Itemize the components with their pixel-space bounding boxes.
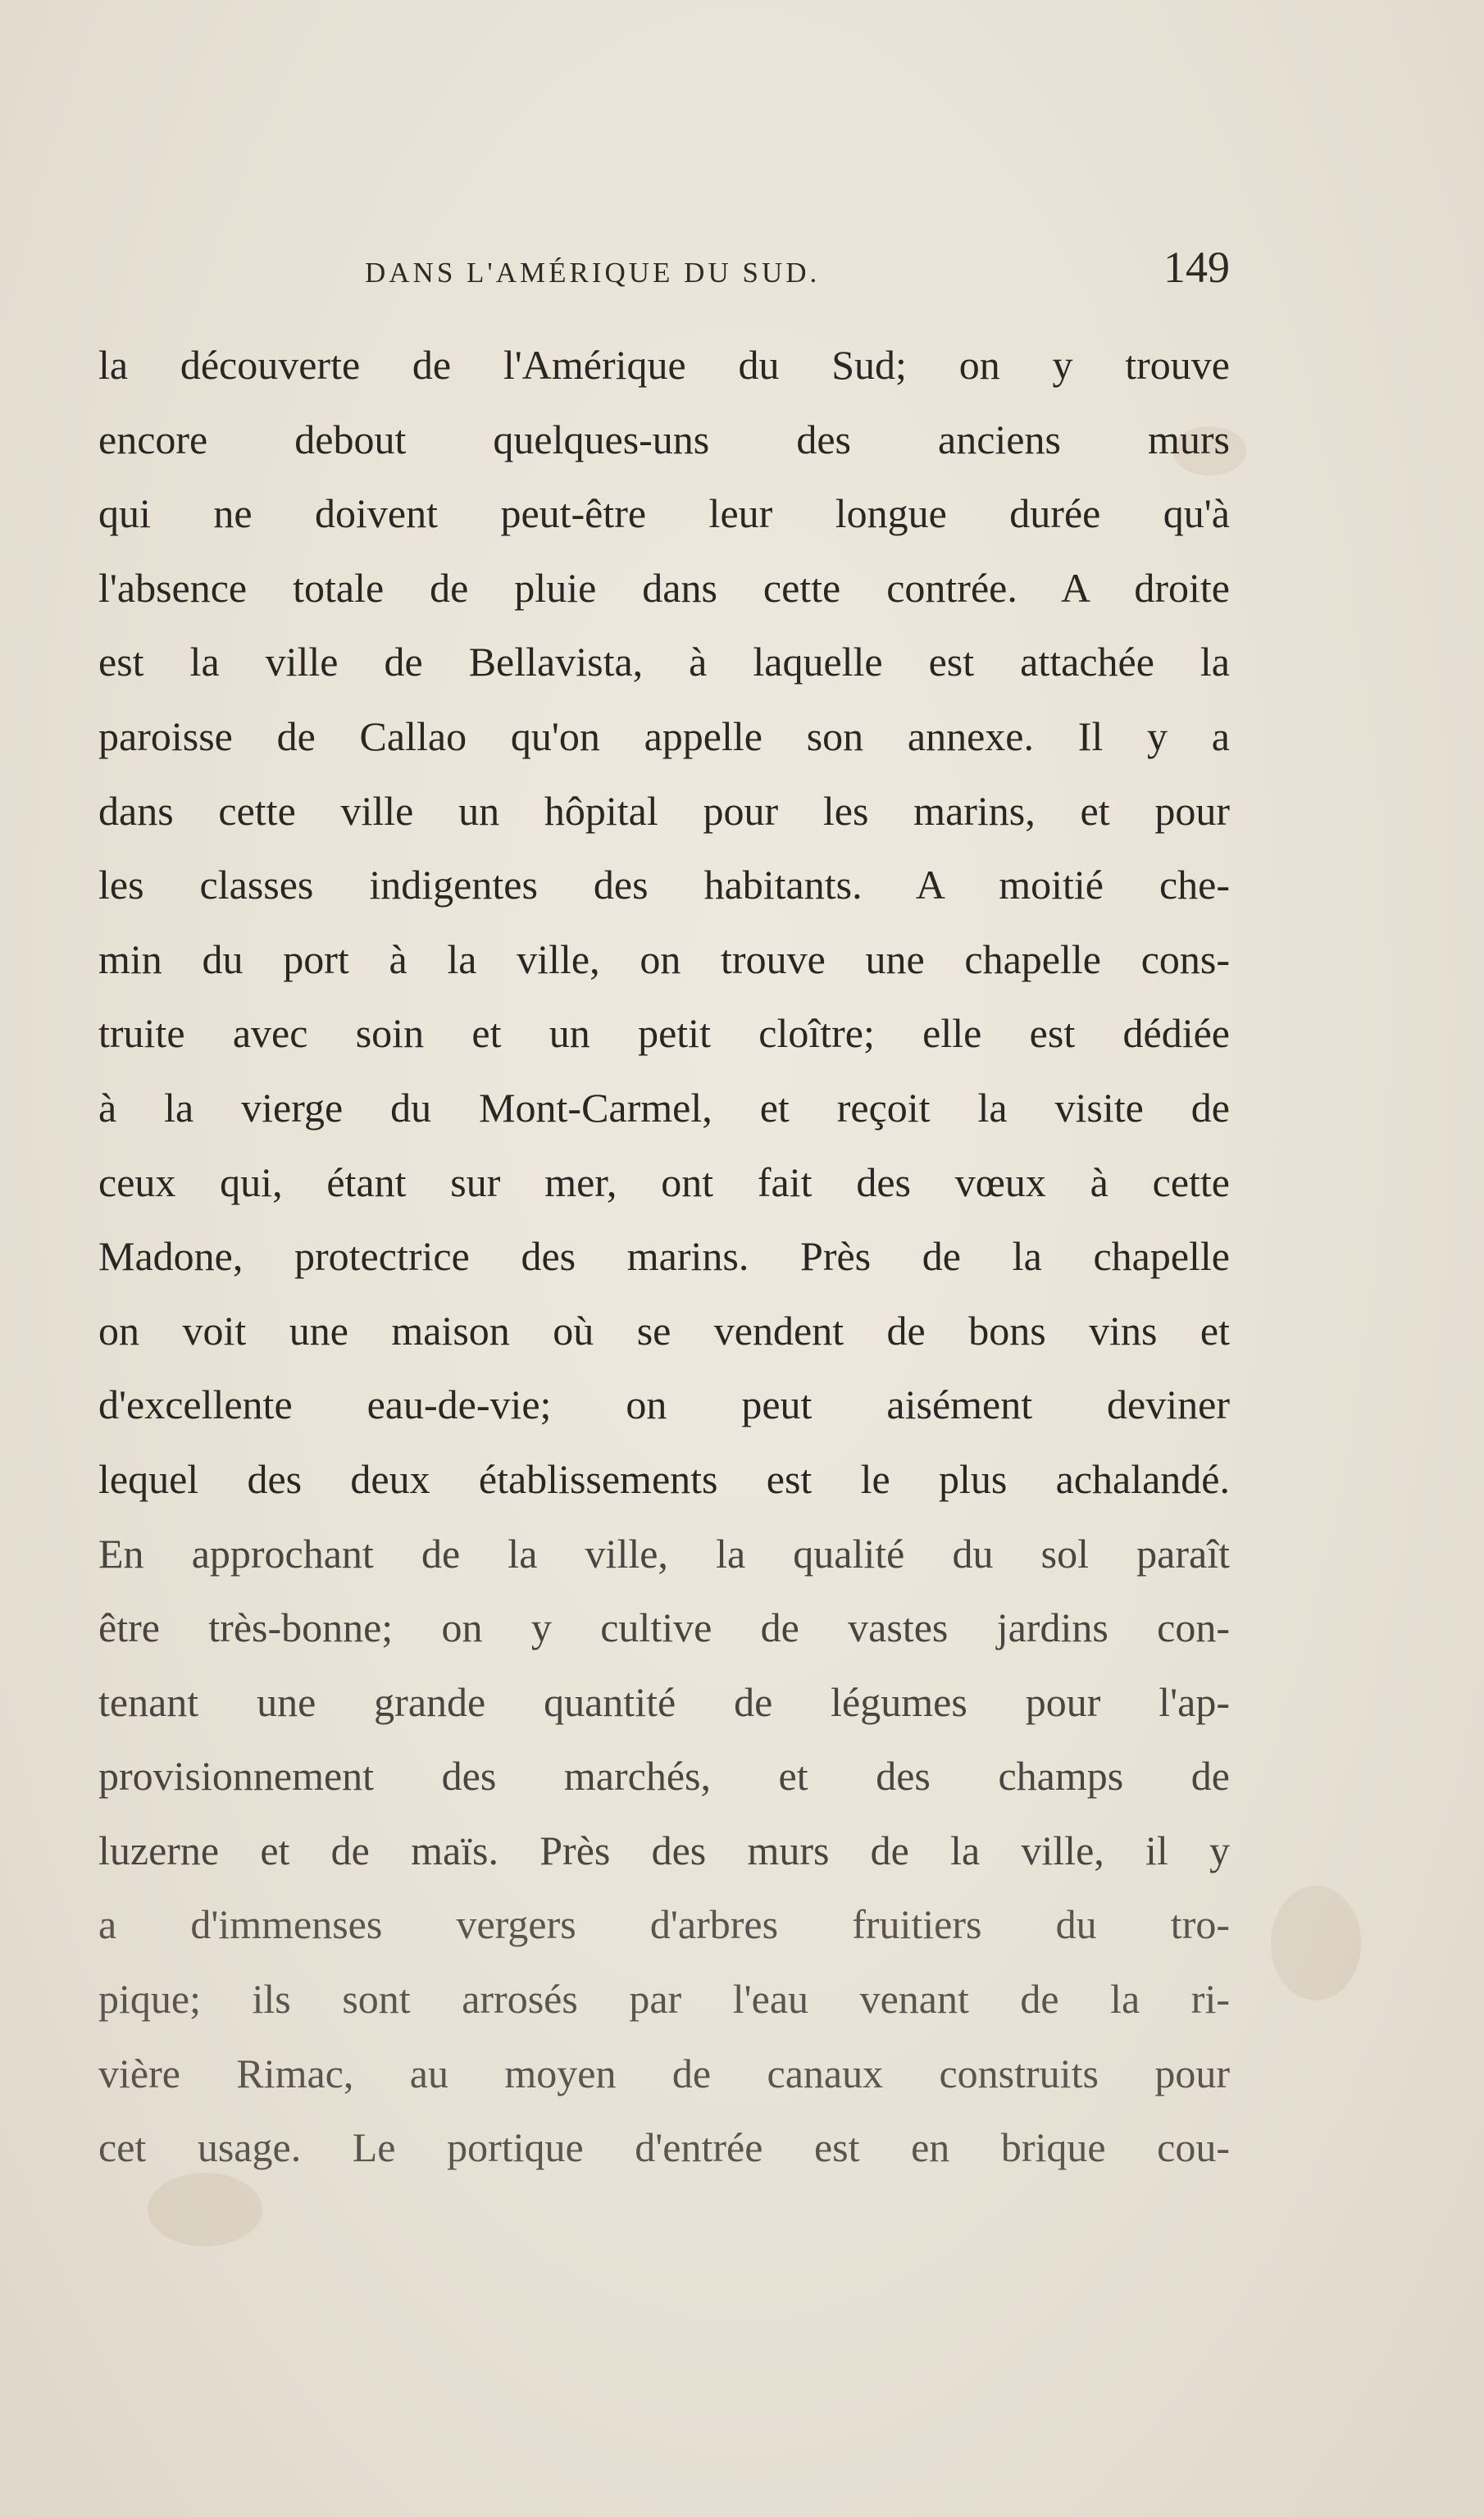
text-line: luzerne et de maïs. Près des murs de la ville, il y xyxy=(98,1827,1230,1873)
text-line: à la vierge du Mont-Carmel, et reçoit la visite de xyxy=(98,1084,1230,1131)
text-line: min du port à la ville, on trouve une chapelle cons- xyxy=(98,935,1230,982)
text-line: provisionnement des marchés, et des champs de xyxy=(98,1753,1230,1800)
text-line: ceux qui, étant sur mer, ont fait des vœux à cette xyxy=(98,1158,1230,1205)
text-line: est la ville de Bellavista, à laquelle est attachée la xyxy=(98,639,1230,685)
text-line: truite avec soin et un petit cloître; elle est dédiée xyxy=(98,1010,1230,1057)
page-number: 149 xyxy=(1163,243,1230,292)
text-line: vière Rimac, au moyen de canaux construits pour xyxy=(98,2050,1230,2096)
text-line: tenant une grande quantité de légumes pour l'ap- xyxy=(98,1678,1230,1725)
text-line: on voit une maison où se vendent de bons vins et xyxy=(98,1307,1230,1354)
text-line: qui ne doivent peut-être leur longue durée qu'à xyxy=(98,490,1230,537)
text-line: la découverte de l'Amérique du Sud; on y trouve xyxy=(98,342,1230,388)
text-line: lequel des deux établissements est le plus achalandé. xyxy=(98,1455,1230,1502)
text-line: l'absence totale de pluie dans cette contrée. A droite xyxy=(98,564,1230,611)
text-line: a d'immenses vergers d'arbres fruitiers du tro- xyxy=(98,1901,1230,1948)
text-line: encore debout quelques-uns des anciens murs xyxy=(98,416,1230,462)
body-text xyxy=(98,328,1230,2185)
text-line: Madone, protectrice des marins. Près de la chapelle xyxy=(98,1233,1230,1280)
paper-stain xyxy=(1271,1886,1361,2000)
text-line: dans cette ville un hôpital pour les marins, et pour xyxy=(98,787,1230,834)
text-line: pique; ils sont arrosés par l'eau venant de la ri- xyxy=(98,1976,1230,2023)
text-line: cet usage. Le portique d'entrée est en brique cou- xyxy=(98,2124,1230,2171)
text-line: d'excellente eau-de-vie; on peut aisément deviner xyxy=(98,1381,1230,1428)
running-title: DANS L'AMÉRIQUE DU SUD. xyxy=(365,257,821,289)
running-head xyxy=(98,242,1230,307)
text-line: être très-bonne; on y cultive de vastes jardins con- xyxy=(98,1604,1230,1651)
text-line: En approchant de la ville, la qualité du sol paraît xyxy=(98,1530,1230,1577)
text-line: les classes indigentes des habitants. A moitié che- xyxy=(98,862,1230,908)
text-line: paroisse de Callao qu'on appelle son annexe. Il y a xyxy=(98,712,1230,759)
